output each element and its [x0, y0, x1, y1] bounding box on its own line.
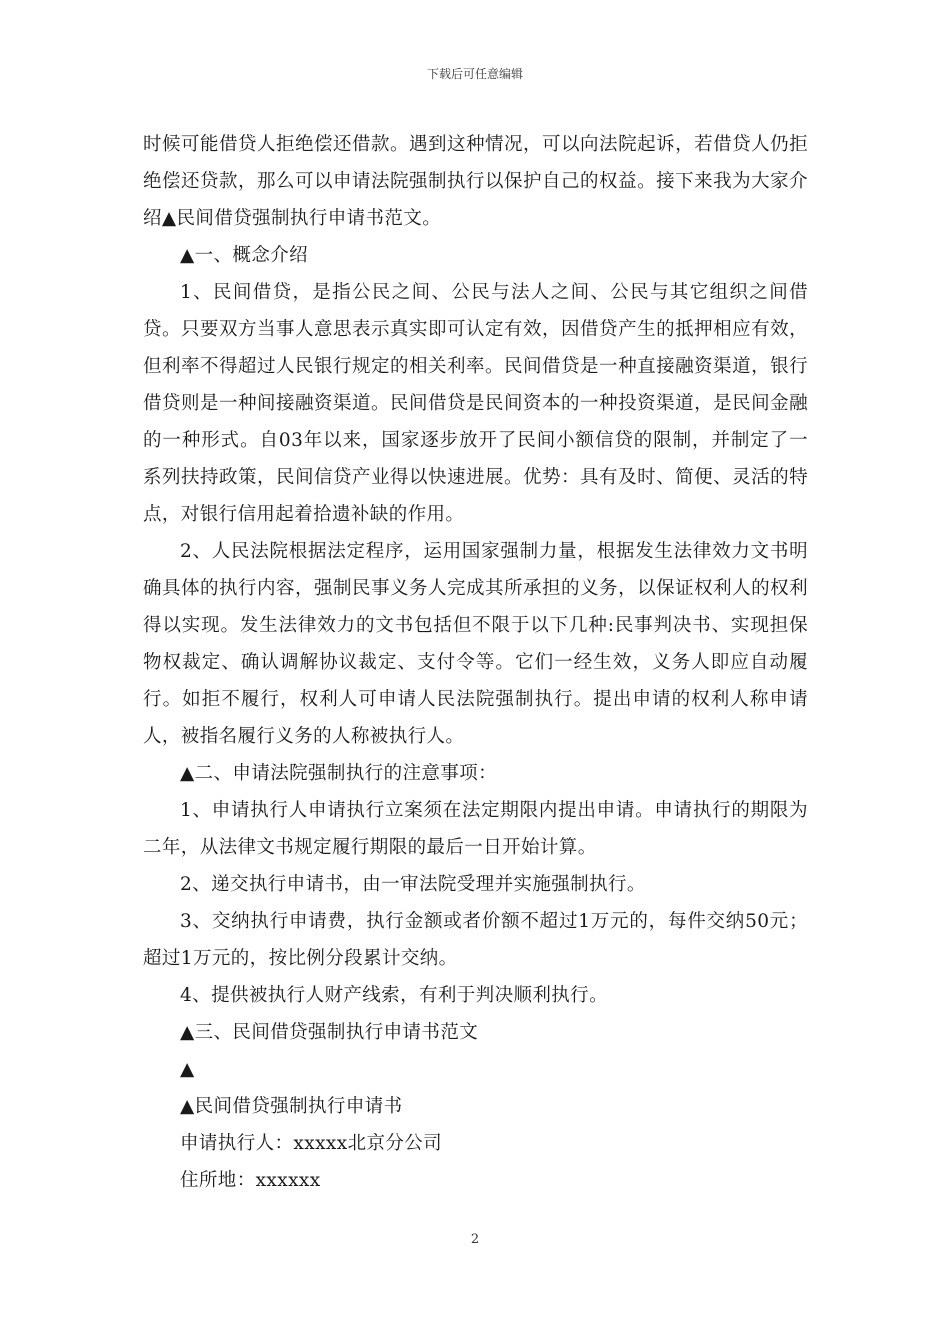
paragraph-note-4: 4、提供被执行人财产线索，有利于判决顺利执行。 — [180, 985, 608, 1006]
section-heading-concept: ▲一、概念介绍 — [180, 245, 309, 266]
page-number: 2 — [470, 1232, 480, 1247]
page-header-note: 下载后可任意编辑 — [426, 67, 523, 81]
section-heading-notes: ▲二、申请法院强制执行的注意事项： — [180, 763, 498, 784]
document-body — [143, 126, 808, 1199]
paragraph-note-3: 3、交纳执行申请费，执行金额或者价额不超过1万元的，每件交纳50元；超过1万元的，按比例分段累计交纳。 — [143, 911, 808, 969]
paragraph-note-1: 1、申请执行人申请执行立案须在法定期限内提出申请。申请执行的期限为二年，从法律文书规定履行期限的最后一日开始计算。 — [143, 800, 808, 858]
address-line: 住所地：xxxxxx — [180, 1170, 321, 1191]
applicant-line: 申请执行人：xxxxx北京分公司 — [180, 1133, 443, 1154]
paragraph-note-2: 2、递交执行申请书，由一审法院受理并实施强制执行。 — [180, 874, 646, 895]
paragraph-intro: 时候可能借贷人拒绝偿还借款。遇到这种情况，可以向法院起诉，若借贷人仍拒绝偿还贷款，那么可以申请法院强制执行以保护自己的权益。接下来我为大家介绍▲民间借贷强制执行申请书范文。 — [143, 134, 808, 229]
section-heading-sample: ▲三、民间借贷强制执行申请书范文 — [180, 1022, 479, 1043]
paragraph-private-lending-definition: 1、民间借贷，是指公民之间、公民与法人之间、公民与其它组织之间借贷。只要双方当事人意思表示真实即可认定有效，因借贷产生的抵押相应有效，但利率不得超过人民银行规定的相关利率。民间借贷是一种直接融资渠道，银行借贷则是一种间接融资渠道。民间借贷是民间资本的一种投资渠道，是民间金融的一种形式。自03年以来，国家逐步放开了民间小额信贷的限制，并制定了一系列扶持政策，民间信贷产业得以快速进展。优势：具有及时、简便、灵活的特点，对银行信用起着拾遗补缺的作用。 — [143, 282, 808, 525]
triangle-marker: ▲ — [180, 1059, 195, 1080]
sample-document-title: ▲民间借贷强制执行申请书 — [180, 1096, 403, 1117]
paragraph-court-enforcement-definition: 2、人民法院根据法定程序，运用国家强制力量，根据发生法律效力文书明确具体的执行内容，强制民事义务人完成其所承担的义务，以保证权利人的权利得以实现。发生法律效力的文书包括但不限于以下几种:民事判决书、实现担保物权裁定、确认调解协议裁定、支付令等。它们一经生效，义务人即应自动履行。如拒不履行，权利人可申请人民法院强制执行。提出申请的权利人称申请人，被指名履行义务的人称被执行人。 — [143, 541, 808, 747]
